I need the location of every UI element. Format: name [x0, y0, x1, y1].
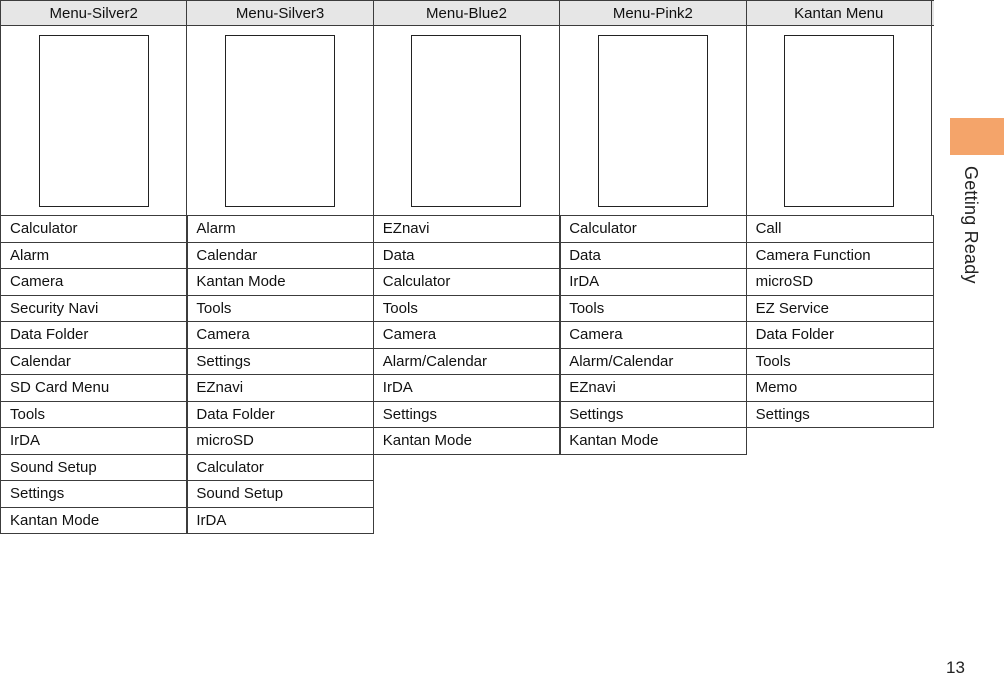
screen-image-placeholder	[225, 35, 335, 207]
list-item: IrDA	[0, 428, 188, 455]
list-item: microSD	[186, 428, 374, 455]
list-item: Settings	[373, 402, 561, 429]
list-item: Kantan Mode	[0, 508, 188, 535]
list-item: Tools	[373, 296, 561, 323]
list-item: Tools	[559, 296, 747, 323]
list-item: Settings	[746, 402, 934, 429]
header-kantan-menu: Kantan Menu	[746, 1, 932, 25]
chapter-label: Getting Ready	[961, 166, 981, 284]
list-item: Calendar	[186, 243, 374, 270]
list-item: Data Folder	[0, 322, 188, 349]
list-item: microSD	[746, 269, 934, 296]
list-item: Calendar	[0, 349, 188, 376]
table-header-row	[0, 0, 934, 26]
header-menu-blue2: Menu-Blue2	[373, 1, 559, 25]
list-item: Settings	[559, 402, 747, 429]
list-item: SD Card Menu	[0, 375, 188, 402]
header-menu-silver3: Menu-Silver3	[186, 1, 372, 25]
list-item: Calculator	[373, 269, 561, 296]
list-item: EZ Service	[746, 296, 934, 323]
list-item: Data	[559, 243, 747, 270]
header-menu-pink2: Menu-Pink2	[559, 1, 745, 25]
list-item: EZnavi	[373, 216, 561, 243]
thumb-cell-kantan-menu	[746, 26, 932, 215]
list-item: Kantan Mode	[186, 269, 374, 296]
list-item: EZnavi	[186, 375, 374, 402]
column-kantan-menu	[746, 216, 933, 428]
list-item: IrDA	[559, 269, 747, 296]
list-item: Camera	[186, 322, 374, 349]
list-item: Kantan Mode	[559, 428, 747, 455]
list-item: Calculator	[0, 216, 188, 243]
list-item: IrDA	[373, 375, 561, 402]
header-menu-silver2: Menu-Silver2	[0, 1, 186, 25]
list-item: Kantan Mode	[373, 428, 561, 455]
list-item: Sound Setup	[186, 481, 374, 508]
list-item: IrDA	[186, 508, 374, 535]
list-item: Sound Setup	[0, 455, 188, 482]
list-item: Alarm/Calendar	[373, 349, 561, 376]
list-item: Settings	[186, 349, 374, 376]
list-item: Data Folder	[746, 322, 934, 349]
list-item: Tools	[746, 349, 934, 376]
list-item: Settings	[0, 481, 188, 508]
menu-item-columns	[0, 216, 934, 546]
column-menu-silver3	[186, 216, 373, 534]
list-item: Data	[373, 243, 561, 270]
column-menu-pink2	[559, 216, 746, 455]
column-menu-blue2	[373, 216, 560, 455]
thumb-cell-menu-silver3	[186, 26, 372, 215]
list-item: Alarm/Calendar	[559, 349, 747, 376]
list-item: Security Navi	[0, 296, 188, 323]
screen-thumbnail-row	[0, 26, 934, 216]
list-item: Calculator	[186, 455, 374, 482]
column-menu-silver2	[0, 216, 187, 534]
list-item: EZnavi	[559, 375, 747, 402]
page-number: 13	[946, 658, 965, 675]
list-item: Tools	[186, 296, 374, 323]
list-item: Call	[746, 216, 934, 243]
list-item: Tools	[0, 402, 188, 429]
list-item: Camera	[0, 269, 188, 296]
screen-image-placeholder	[39, 35, 149, 207]
list-item: Alarm	[0, 243, 188, 270]
screen-image-placeholder	[411, 35, 521, 207]
thumb-cell-menu-silver2	[0, 26, 186, 215]
list-item: Alarm	[186, 216, 374, 243]
list-item: Camera	[559, 322, 747, 349]
list-item: Memo	[746, 375, 934, 402]
list-item: Camera Function	[746, 243, 934, 270]
screen-image-placeholder	[598, 35, 708, 207]
list-item: Data Folder	[186, 402, 374, 429]
thumb-cell-menu-pink2	[559, 26, 745, 215]
chapter-tab-marker	[950, 118, 1004, 155]
screen-image-placeholder	[784, 35, 894, 207]
thumb-cell-menu-blue2	[373, 26, 559, 215]
list-item: Camera	[373, 322, 561, 349]
list-item: Calculator	[559, 216, 747, 243]
